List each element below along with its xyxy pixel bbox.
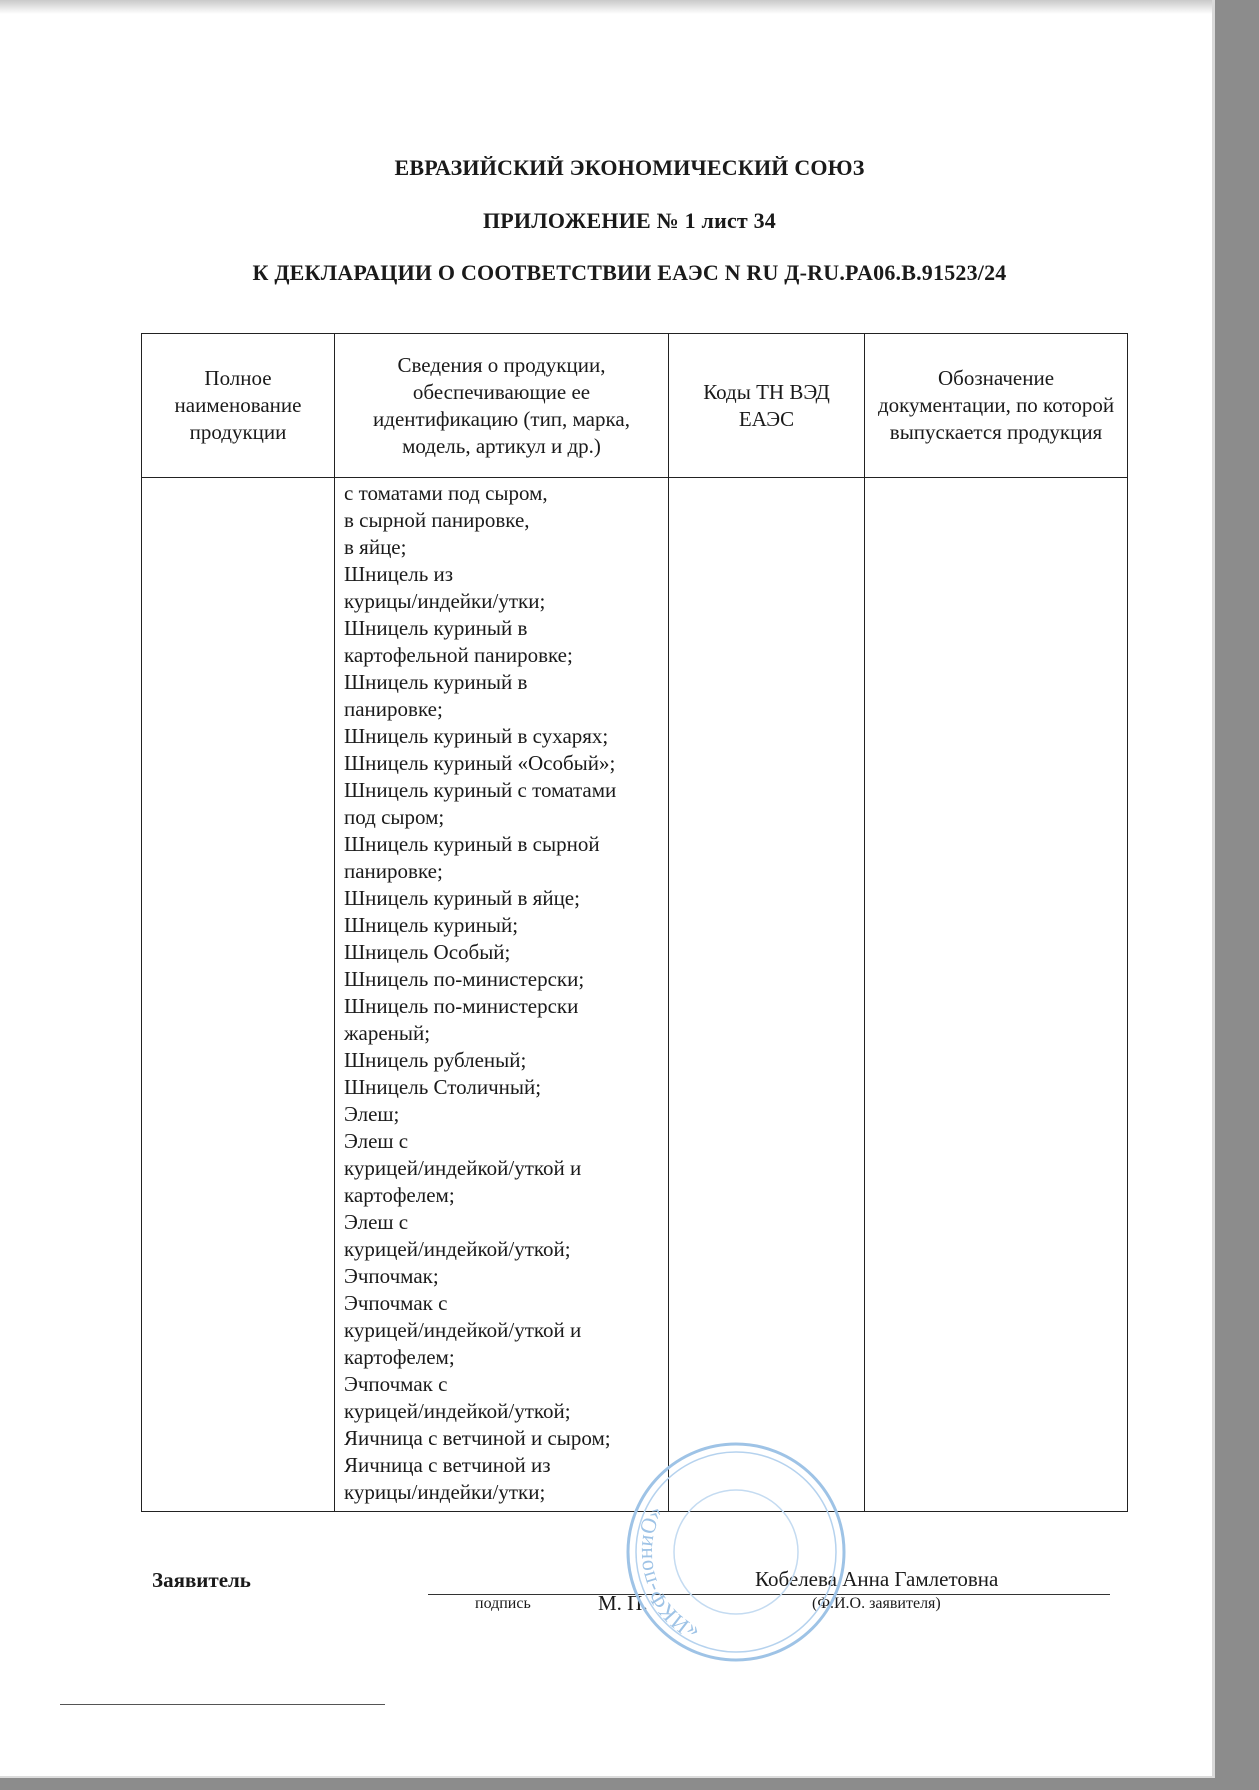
list-item: Шницель Столичный; [344, 1075, 542, 1099]
list-item: Шницель Особый; [344, 940, 511, 964]
product-info-list [335, 478, 668, 1506]
list-item: Шницель куриный в сырной [344, 832, 600, 856]
list-item: Шницель из [344, 562, 454, 586]
list-item: Шницель по-министерски; [344, 967, 585, 991]
list-item: картофелем; [344, 1345, 455, 1369]
document-union-title: ЕВРАЗИЙСКИЙ ЭКОНОМИЧЕСКИЙ СОЮЗ [394, 155, 865, 180]
list-item: Эчпочмак с [344, 1291, 448, 1315]
list-item: курицей/индейкой/уткой; [344, 1237, 571, 1261]
header-documentation: Обозначение документации, по которой выпускается продукция [865, 334, 1128, 478]
applicant-name: Кобелева Анна Гамлетовна [755, 1567, 999, 1591]
list-item: Шницель рубленый; [344, 1048, 527, 1072]
header-product-name: Полное наименование продукции [142, 334, 335, 478]
table-row [142, 478, 1128, 1512]
list-item: Элеш с [344, 1210, 409, 1234]
list-item: панировке; [344, 859, 443, 883]
list-item: Шницель по-министерски [344, 994, 579, 1018]
cell-product-name [142, 478, 335, 1512]
list-item: Яичница с ветчиной и сыром; [344, 1426, 611, 1450]
list-item: Эчпочмак; [344, 1264, 439, 1288]
applicant-name-caption: (Ф.И.О. заявителя) [812, 1595, 941, 1612]
list-item: Яичница с ветчиной из [344, 1453, 551, 1477]
list-item: в яйце; [344, 535, 407, 559]
header-tnved-codes: Коды ТН ВЭД ЕАЭС [669, 334, 865, 478]
list-item: панировке; [344, 697, 443, 721]
list-item: Шницель куриный в [344, 670, 528, 694]
header-product-info: Сведения о продукции, обеспечивающие ее идентификацию (тип, марка, модель, артикул и др.) [335, 334, 669, 478]
list-item: курицы/индейки/утки; [344, 589, 546, 613]
list-item: Шницель куриный в яйце; [344, 886, 580, 910]
list-item: курицей/индейкой/уткой; [344, 1399, 571, 1423]
products-table [141, 333, 1128, 1512]
list-item: картофелем; [344, 1183, 455, 1207]
list-item: под сыром; [344, 805, 445, 829]
list-item: в сырной панировке, [344, 508, 530, 532]
list-item: Элеш с [344, 1129, 409, 1153]
cell-documentation [865, 478, 1128, 1512]
appendix-title: ПРИЛОЖЕНИЕ № 1 лист 34 [482, 208, 777, 233]
list-item: курицей/индейкой/уткой и [344, 1156, 582, 1180]
list-item: Шницель куриный в сухарях; [344, 724, 609, 748]
list-item: Шницель куриный с томатами [344, 778, 617, 802]
list-item: Шницель куриный «Особый»; [344, 751, 616, 775]
list-item: жареный; [344, 1021, 431, 1045]
scan-edge-shadow [0, 0, 1212, 14]
list-item: Эчпочмак с [344, 1372, 448, 1396]
list-item: курицей/индейкой/уткой и [344, 1318, 582, 1342]
declaration-title: К ДЕКЛАРАЦИИ О СООТВЕТСТВИИ ЕАЭС N RU Д-RU.PA06.B.91523/24 [252, 260, 1007, 285]
stamp-place-label: М. П. [598, 1591, 648, 1615]
cell-product-info [335, 478, 669, 1512]
list-item: с томатами под сыром, [344, 481, 548, 505]
signature-caption: подпись [475, 1595, 531, 1612]
table-header-row [142, 334, 1128, 478]
list-item: картофельной панировке; [344, 643, 573, 667]
list-item: Шницель куриный в [344, 616, 528, 640]
applicant-label: Заявитель [152, 1568, 251, 1592]
list-item: курицы/индейки/утки; [344, 1480, 546, 1504]
stamp-text: «ИКФ-пониО» [631, 1501, 703, 1646]
list-item: Элеш; [344, 1102, 400, 1126]
cell-tnved-codes [669, 478, 865, 1512]
list-item: Шницель куриный; [344, 913, 519, 937]
bottom-rule [60, 1704, 385, 1705]
